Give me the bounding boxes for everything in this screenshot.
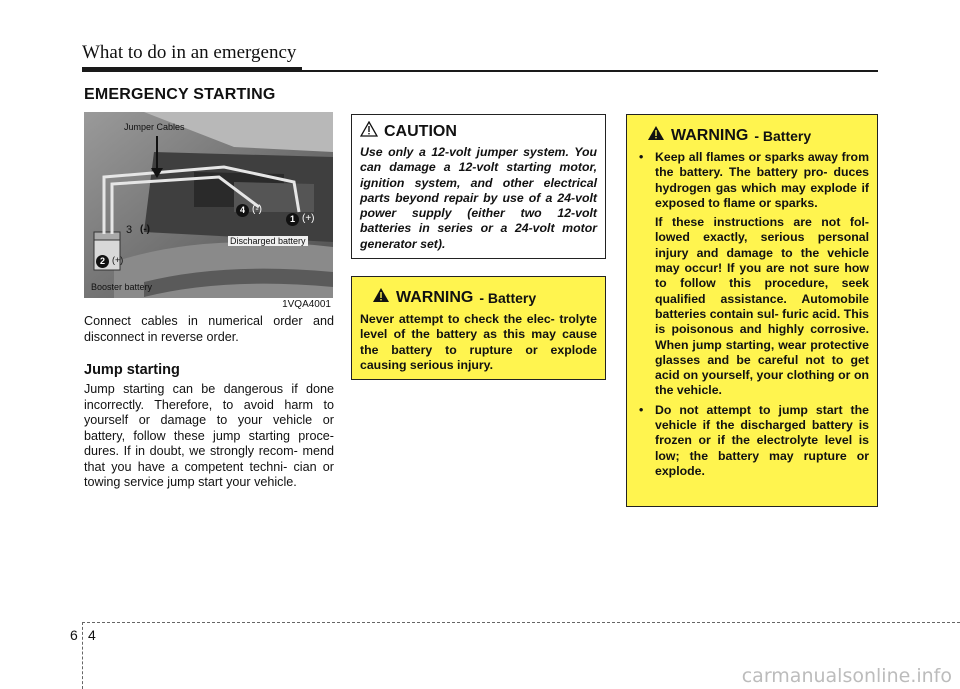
chapter-number: 6 [70,627,78,643]
warning-text: Never attempt to check the elec- trolyte level of the battery as this may cause the battery to rupture or explode causing serious injury. [360,312,597,372]
figure-code: 1VQA4001 [84,298,333,312]
caution-title-row [360,121,597,142]
warning-box-battery [626,114,878,507]
warning-list [635,150,869,479]
list-item-text: • Do not attempt to jump start the vehicle if the discharged battery is frozen or if the electrolyte level is low; the battery may rupture or explode. [655,402,869,478]
warning-subtitle: - Battery [754,127,812,144]
warning-title-row [647,125,869,146]
warning-triangle-icon [372,287,390,308]
warning-box-electrolyte [351,276,606,380]
jump-starting-text: Jump starting can be dangerous if done incorrectly. Therefore, to avoid harm to yourself or damage to your vehicle or battery, follow these jump starting proce- dures. If in doubt, we strongly recom- mend that you have a competent techni- cian or towing service jump start your vehicle. [84,382,334,489]
list-item [635,403,869,479]
list-item-text: • Keep all flames or sparks away from the battery. The battery pro- duces hydrogen gas which may explode if exposed to flame or sparks. [655,150,869,210]
header-rule-line [82,70,878,72]
watermark: carmanualsonline.info [741,665,952,687]
footer-divider [82,622,83,689]
step-1-sign: (+) [302,213,315,224]
step-4-sign: (-) [252,204,262,215]
step-4-marker: 4 [236,204,249,217]
intro-text: Connect cables in numerical order and disconnect in reverse order. [84,314,334,344]
step-2-marker: 2 [96,255,109,268]
caution-text: Use only a 12-volt jumper system. You can damage a 12-volt starting motor, ignition system, and other electrical parts beyond repair by use of a 24-volt power supply (either two 12-volt batteries in series or a 24-volt motor generator set). [360,145,597,251]
footer-rule [82,622,960,623]
page-number: 4 [88,627,96,643]
step-2-sign: (+) [112,255,124,265]
jumper-cables-label: Jumper Cables [124,122,185,132]
discharged-battery-label: Discharged battery [230,236,306,246]
list-item [635,150,869,399]
step-1-marker: 1 [286,213,299,226]
jump-starting-heading: Jump starting [84,362,180,378]
warning-title-row [372,287,597,308]
warning-title: WARNING [396,288,474,306]
main-heading: EMERGENCY STARTING [84,86,276,103]
step-3-sign: (-) [140,224,150,235]
caution-title: CAUTION [384,122,457,140]
step-3-marker: 3 [126,224,133,236]
warning-subtitle: - Battery [479,289,537,306]
caution-triangle-icon [360,121,378,142]
warning-title: WARNING [671,126,749,144]
caution-box [351,114,606,259]
jump-start-figure [84,112,333,312]
section-title: What to do in an emergency [82,42,297,63]
list-item-extra: If these instructions are not fol- lowed exactly, serious personal injury and damage to the vehicle may occur! If you are not sure how to follow this procedure, seek qualified assistance. Automobile batteries contain sul- furic acid. This is poisonous and highly corrosive. When jump starting, wear protective glasses and be careful not to get acid on yourself, your clothing or on the vehicle. [655,215,869,398]
booster-battery-label: Booster battery [91,282,153,292]
warning-triangle-icon [647,125,665,146]
